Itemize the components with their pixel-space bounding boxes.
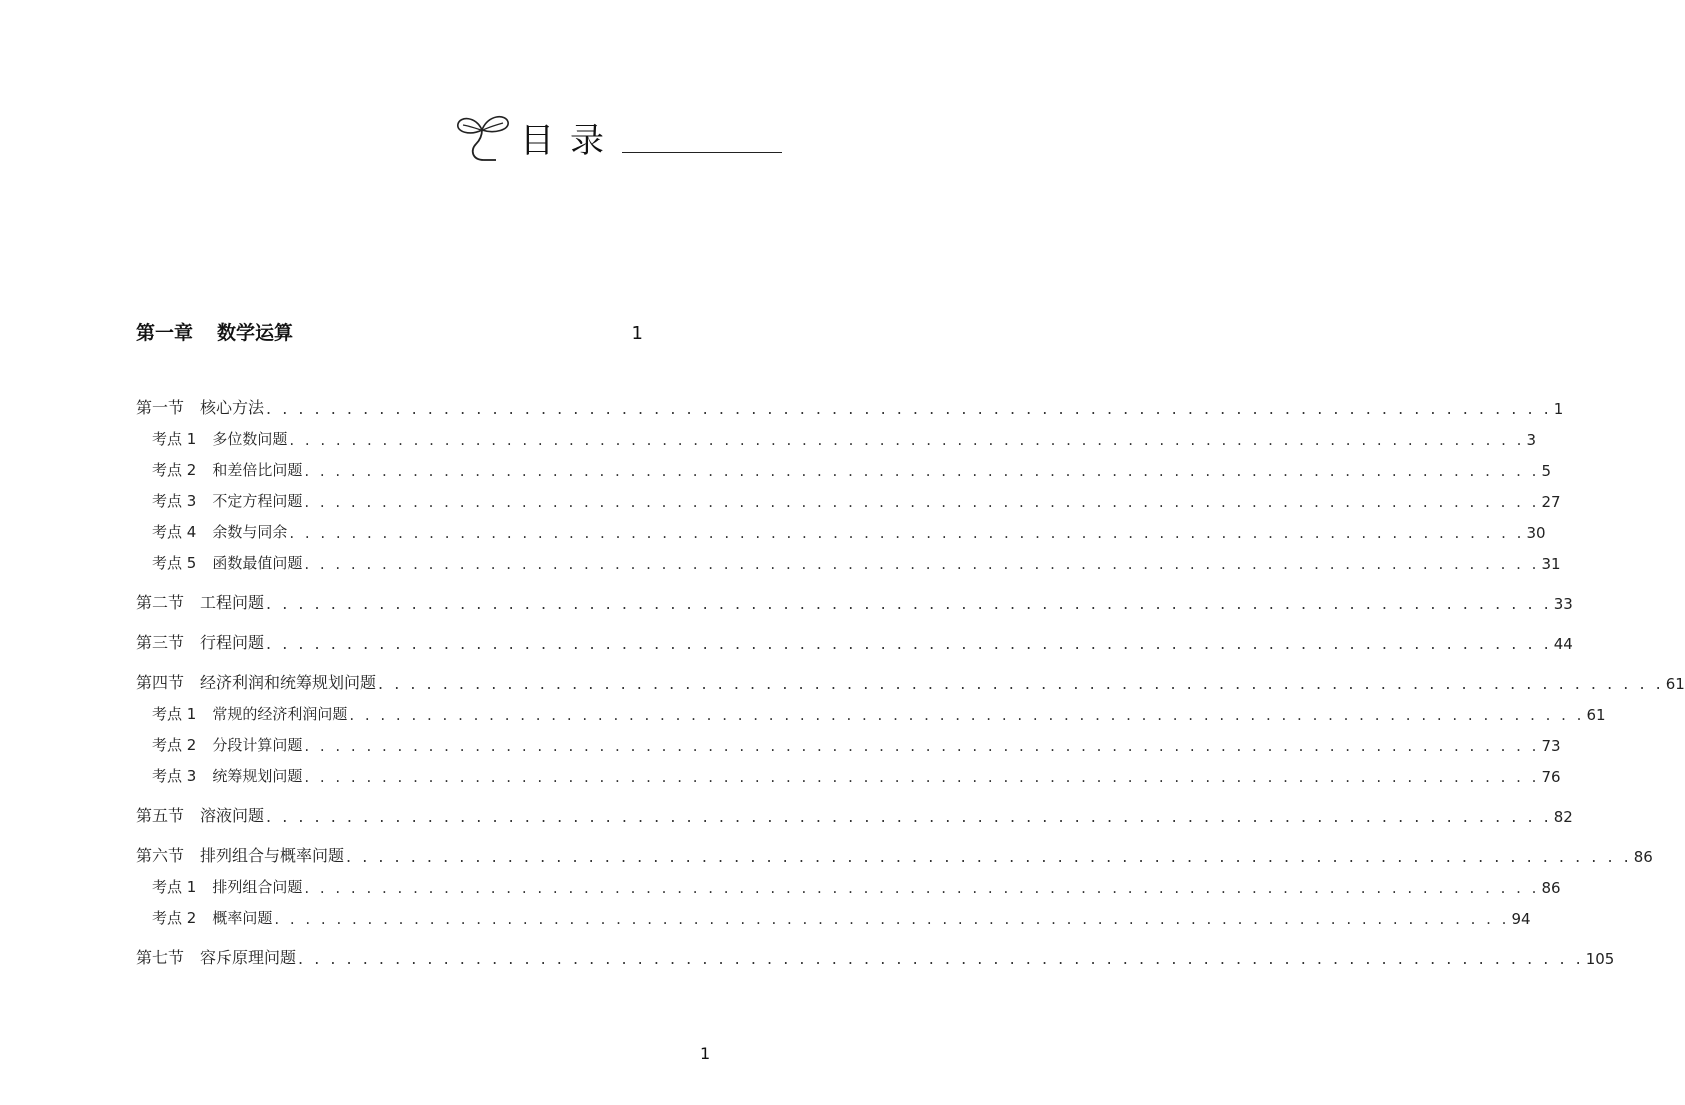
toc-item-row[interactable] [136, 693, 1606, 724]
toc-item-row[interactable] [136, 755, 1561, 786]
dot-leader: . . . . . . . . . . . . . . . . . . . . . . . . . . . . . . . . . . . . . . . . . . . . . . . . . . . . . . . . . . . . . . . . . . . . . . . . . . . . . . . . [304, 879, 1540, 897]
dot-leader: . . . . . . . . . . . . . . . . . . . . . . . . . . . . . . . . . . . . . . . . . . . . . . . . . . . . . . . . . . . . . . . . . . . . . . . . . . . . . . . . [298, 949, 1584, 968]
section-title: 行程问题 [200, 633, 265, 652]
section-number: 第五节 [136, 806, 185, 825]
page-number: 1 [700, 1044, 711, 1063]
chapter-page: 1 [631, 323, 643, 344]
page-header [450, 100, 790, 180]
section-title: 核心方法 [200, 398, 265, 417]
item-title: 分段计算问题 [212, 736, 303, 754]
section-number: 第七节 [136, 948, 185, 967]
item-number: 考点 3 [152, 767, 197, 785]
toc-section-row[interactable] [136, 786, 1573, 826]
toc-item-row[interactable] [136, 866, 1561, 897]
item-number: 考点 2 [152, 461, 197, 479]
item-title: 排列组合问题 [212, 878, 303, 896]
chapter-title: 数学运算 [217, 322, 294, 344]
section-title: 排列组合与概率问题 [200, 846, 345, 865]
item-title: 统筹规划问题 [212, 767, 303, 785]
page-ref: 31 [1541, 555, 1561, 573]
dot-leader: . . . . . . . . . . . . . . . . . . . . . . . . . . . . . . . . . . . . . . . . . . . . . . . . . . . . . . . . . . . . . . . . . . . . . . . . . . . . . . . . [378, 674, 1664, 693]
toc-section-row[interactable] [136, 653, 1685, 693]
page-ref: 33 [1553, 595, 1573, 613]
item-number: 考点 2 [152, 736, 197, 754]
dot-leader: . . . . . . . . . . . . . . . . . . . . . . . . . . . . . . . . . . . . . . . . . . . . . . . . . . . . . . . . . . . . . . . . . . . . . . . . . . . . . . . . [266, 634, 1552, 653]
toc-item-row[interactable] [136, 542, 1561, 573]
dot-leader: . . . . . . . . . . . . . . . . . . . . . . . . . . . . . . . . . . . . . . . . . . . . . . . . . . . . . . . . . . . . . . . . . . . . . . . . . . . . . . . . [304, 493, 1540, 511]
item-number: 考点 1 [152, 878, 197, 896]
section-title: 工程问题 [200, 593, 265, 612]
item-number: 考点 2 [152, 909, 197, 927]
item-number: 考点 3 [152, 492, 197, 510]
page-ref: 27 [1541, 493, 1561, 511]
toc-section-row[interactable] [136, 928, 1615, 968]
section-title: 经济利润和统筹规划问题 [200, 673, 377, 692]
section-title: 容斥原理问题 [200, 948, 297, 967]
toc-item-row[interactable] [136, 511, 1546, 542]
item-title: 概率问题 [212, 909, 273, 927]
dot-leader: . . . . . . . . . . . . . . . . . . . . . . . . . . . . . . . . . . . . . . . . . . . . . . . . . . . . . . . . . . . . . . . . . . . . . . . . . . . . . . . . [289, 524, 1525, 542]
dot-leader: . . . . . . . . . . . . . . . . . . . . . . . . . . . . . . . . . . . . . . . . . . . . . . . . . . . . . . . . . . . . . . . . . . . . . . . . . . . . . . . . [274, 910, 1510, 928]
page-ref: 73 [1541, 737, 1561, 755]
section-number: 第四节 [136, 673, 185, 692]
page-title: 目录 [520, 121, 620, 161]
dot-leader: . . . . . . . . . . . . . . . . . . . . . . . . . . . . . . . . . . . . . . . . . . . . . . . . . . . . . . . . . . . . . . . . . . . . . . . . . . . . . . . . [304, 768, 1540, 786]
item-number: 考点 5 [152, 554, 197, 572]
dot-leader: . . . . . . . . . . . . . . . . . . . . . . . . . . . . . . . . . . . . . . . . . . . . . . . . . . . . . . . . . . . . . . . . . . . . . . . . . . . . . . . . [304, 462, 1540, 480]
dot-leader: . . . . . . . . . . . . . . . . . . . . . . . . . . . . . . . . . . . . . . . . . . . . . . . . . . . . . . . . . . . . . . . . . . . . . . . . . . . . . . . . [289, 431, 1525, 449]
toc-item-row[interactable] [136, 418, 1536, 449]
dot-leader: . . . . . . . . . . . . . . . . . . . . . . . . . . . . . . . . . . . . . . . . . . . . . . . . . . . . . . . . . . . . . . . . . . . . . . . . . . . . . . . . [349, 706, 1585, 724]
toc-section-row[interactable] [136, 826, 1653, 866]
page-ref: 76 [1541, 768, 1561, 786]
dot-leader: . . . . . . . . . . . . . . . . . . . . . . . . . . . . . . . . . . . . . . . . . . . . . . . . . . . . . . . . . . . . . . . . . . . . . . . . . . . . . . . . [266, 399, 1552, 418]
page-ref: 44 [1553, 635, 1573, 653]
page-ref: 82 [1553, 808, 1573, 826]
section-title: 溶液问题 [200, 806, 265, 825]
page-ref: 61 [1586, 706, 1606, 724]
toc-item-row[interactable] [136, 480, 1561, 511]
page-ref: 86 [1633, 848, 1653, 866]
dot-leader: . . . . . . . . . . . . . . . . . . . . . . . . . . . . . . . . . . . . . . . . . . . . . . . . . . . . . . . . . . . . . . . . . . . . . . . . . . . . . . . . [304, 737, 1540, 755]
toc-section-row[interactable] [136, 613, 1573, 653]
dot-leader: . . . . . . . . . . . . . . . . . . . . . . . . . . . . . . . . . . . . . . . . . . . . . . . . . . . . . . . . . . . . . . . . . . . . . . . . . . . . . . . . [266, 594, 1552, 613]
page-ref: 3 [1526, 431, 1536, 449]
page-ref: 86 [1541, 879, 1561, 897]
page-ref: 94 [1511, 910, 1531, 928]
item-title: 和差倍比问题 [212, 461, 303, 479]
toc-item-row[interactable] [136, 897, 1531, 928]
item-number: 考点 1 [152, 705, 197, 723]
toc-section-row[interactable] [136, 378, 1564, 418]
section-number: 第一节 [136, 398, 185, 417]
sprout-icon [450, 106, 514, 164]
item-title: 多位数问题 [212, 430, 288, 448]
page-ref: 5 [1541, 462, 1551, 480]
section-number: 第三节 [136, 633, 185, 652]
chapter-heading[interactable] [136, 318, 643, 345]
item-title: 不定方程问题 [212, 492, 303, 510]
section-number: 第六节 [136, 846, 185, 865]
chapter-tag: 第一章 [136, 322, 194, 344]
toc-item-row[interactable] [136, 449, 1551, 480]
dot-leader: . . . . . . . . . . . . . . . . . . . . . . . . . . . . . . . . . . . . . . . . . . . . . . . . . . . . . . . . . . . . . . . . . . . . . . . . . . . . . . . . [266, 807, 1552, 826]
item-title: 常规的经济利润问题 [212, 705, 348, 723]
item-title: 余数与同余 [212, 523, 288, 541]
toc-section-row[interactable] [136, 573, 1573, 613]
title-rule [622, 152, 782, 153]
page-ref: 61 [1665, 675, 1685, 693]
toc-item-row[interactable] [136, 724, 1561, 755]
section-number: 第二节 [136, 593, 185, 612]
item-number: 考点 1 [152, 430, 197, 448]
table-of-contents [136, 378, 1685, 968]
item-number: 考点 4 [152, 523, 197, 541]
page-ref: 30 [1526, 524, 1546, 542]
dot-leader: . . . . . . . . . . . . . . . . . . . . . . . . . . . . . . . . . . . . . . . . . . . . . . . . . . . . . . . . . . . . . . . . . . . . . . . . . . . . . . . . [304, 555, 1540, 573]
dot-leader: . . . . . . . . . . . . . . . . . . . . . . . . . . . . . . . . . . . . . . . . . . . . . . . . . . . . . . . . . . . . . . . . . . . . . . . . . . . . . . . . [346, 847, 1632, 866]
page-ref: 105 [1585, 950, 1615, 968]
item-title: 函数最值问题 [212, 554, 303, 572]
page-ref: 1 [1553, 400, 1564, 418]
